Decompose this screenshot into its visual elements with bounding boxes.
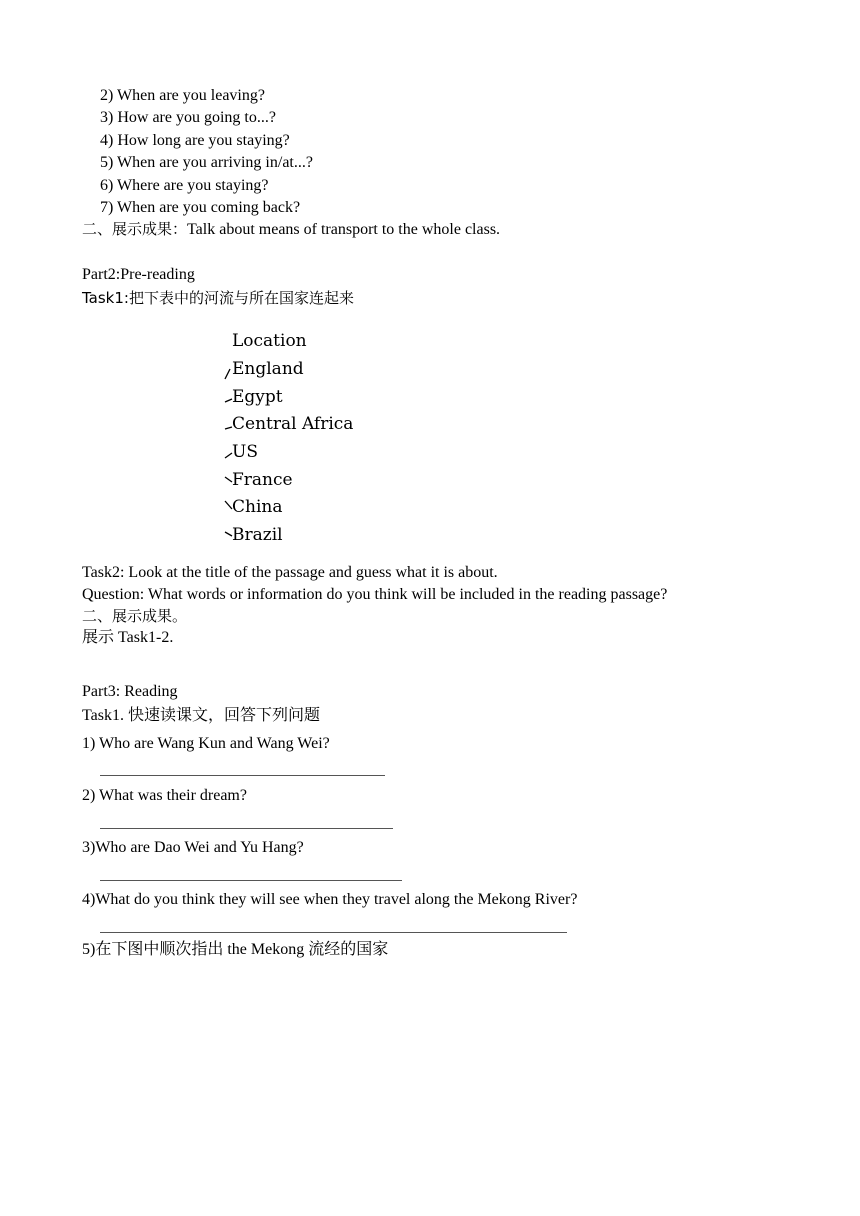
- match-line-stroke: [224, 420, 233, 434]
- question-line: 3) How are you going to...?: [100, 109, 276, 126]
- part2-show-tasks: 展示 Task1-2.: [82, 629, 174, 646]
- match-line-stroke: [224, 448, 233, 462]
- reading-question-3: 3)Who are Dao Wei and Yu Hang?: [82, 839, 304, 856]
- question-line: 5) When are you arriving in/at...?: [100, 154, 313, 171]
- answer-blank-3[interactable]: [100, 880, 402, 881]
- part3-heading: Part3: Reading: [82, 683, 178, 700]
- location-france: France: [232, 470, 293, 490]
- show-results-label: 二、展示成果：: [82, 220, 188, 238]
- part2-heading: Part2:Pre-reading: [82, 266, 195, 283]
- answer-blank-2[interactable]: [100, 828, 393, 829]
- question-line: 2) When are you leaving?: [100, 87, 265, 104]
- question-line: 6) Where are you staying?: [100, 177, 269, 194]
- match-line-stroke: [224, 529, 233, 543]
- question-line: 7) When are you coming back?: [100, 199, 301, 216]
- reading-question-2: 2) What was their dream?: [82, 787, 247, 804]
- part3-task1: Task1. 快速读课文，回答下列问题: [82, 707, 320, 724]
- answer-blank-1[interactable]: [100, 775, 385, 776]
- location-china: China: [232, 497, 283, 517]
- show-results-line: [82, 219, 500, 240]
- part2-task1: Task1:把下表中的河流与所在国家连起来: [82, 289, 354, 307]
- show-results-text: Talk about means of transport to the whole class.: [187, 221, 501, 238]
- match-line-stroke: [224, 393, 233, 407]
- part2-show-results: 二、展示成果。: [82, 607, 188, 625]
- location-central-africa: Central Africa: [232, 414, 354, 434]
- match-line-stroke: [224, 366, 233, 380]
- match-line-stroke: [224, 500, 233, 514]
- location-england: England: [232, 359, 304, 379]
- location-us: US: [232, 442, 258, 462]
- match-line-stroke: [224, 474, 233, 488]
- part2-task2: Task2: Look at the title of the passage and guess what it is about.: [82, 564, 498, 581]
- reading-question-4: 4)What do you think they will see when they travel along the Mekong River?: [82, 891, 578, 908]
- location-brazil: Brazil: [232, 525, 283, 545]
- location-egypt: Egypt: [232, 387, 283, 407]
- answer-blank-4[interactable]: [100, 932, 567, 933]
- question-line: 4) How long are you staying?: [100, 132, 290, 149]
- part2-question: Question: What words or information do you think will be included in the reading passage?: [82, 586, 668, 603]
- location-header: Location: [232, 331, 307, 351]
- reading-question-1: 1) Who are Wang Kun and Wang Wei?: [82, 735, 330, 752]
- reading-question-5: 5)在下图中顺次指出 the Mekong 流经的国家: [82, 941, 389, 958]
